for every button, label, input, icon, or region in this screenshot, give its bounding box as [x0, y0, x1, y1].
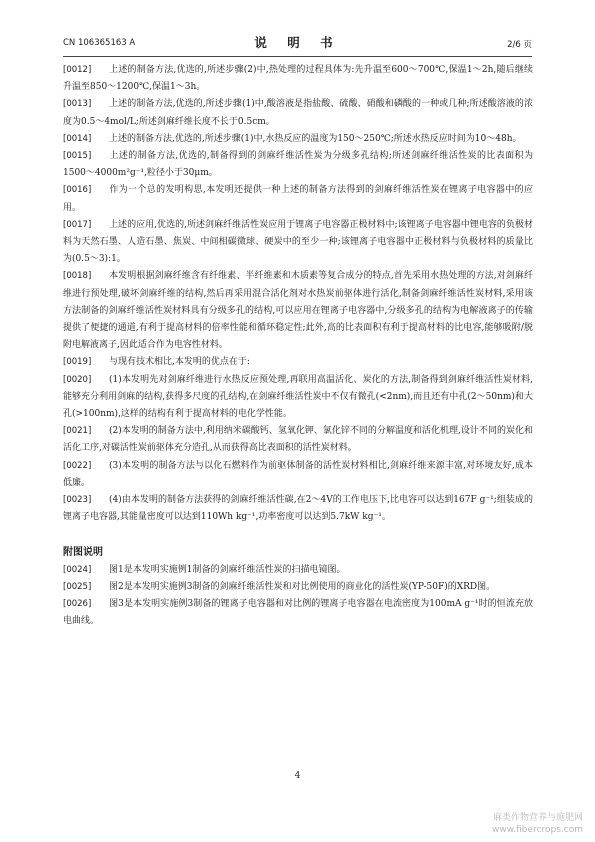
page-header	[63, 36, 532, 52]
paragraph-text: 图3是本发明实施例3制备的锂离子电容器和对比例的锂离子电容器在电流密度为100mA g⁻¹时的恒流充放电曲线。	[63, 599, 533, 627]
paragraph-text: 本发明根据剑麻纤维含有纤维素、半纤维素和木质素等复合成分的特点,首先采用水热处理的方法,对剑麻纤维进行预处理,破坏剑麻纤维的结构,然后再采用混合活化剂对水热炭前驱体进行活化,制备剑麻纤维活性炭材料,采用该方法制备的剑麻纤维活性炭材料具有分级多孔的结构,可以应用在锂离子电容器中,分级多孔的结构为电解液离子的传输提供了便捷的通道,有利于提高材料的倍率性能和循环稳定性;此外,高的比表面积有利于提高材料的比电容,能够吸附/脱附电解液离子,因此适合作为电容性材料。	[63, 271, 533, 351]
paragraph-number: [0012]	[63, 65, 92, 75]
paragraph-number: [0015]	[63, 151, 92, 162]
paragraph-number: [0024]	[63, 564, 92, 575]
paragraph-number: [0023]	[63, 495, 92, 506]
paragraph-0021	[63, 423, 533, 457]
paragraph-0024	[63, 562, 533, 579]
paragraph-0023	[63, 492, 533, 526]
paragraph-number: [0022]	[63, 460, 92, 471]
document-body	[63, 62, 533, 631]
header-rule	[63, 56, 532, 57]
paragraph-text: 上述的制备方法,优选的,所述步骤(1)中,酸溶液是指盐酸、硫酸、硝酸和磷酸的一种或几种;所述酸溶液的浓度为0.5～4mol/L;所述剑麻纤维长度不长于0.5cm。	[63, 99, 533, 127]
paragraph-text: 上述的应用,优选的,所述剑麻纤维活性炭应用于锂离子电容器正极材料中;该锂离子电容器中锂电容的负极材料为天然石墨、人造石墨、焦炭、中间相碳微球、硬炭中的至少一种;该锂离子电容器中正极材料与负极材料的质量比为(0.5～3):1。	[63, 219, 533, 265]
watermark-line-1: 麻类作物营养与施肥网	[492, 813, 583, 823]
paragraph-number: [0021]	[63, 426, 92, 437]
paragraph-0019	[63, 354, 533, 371]
paragraph-0020	[63, 372, 533, 424]
paragraph-number: [0019]	[63, 357, 92, 368]
paragraph-0022	[63, 458, 533, 492]
paragraph-number: [0025]	[63, 581, 92, 592]
doc-number: CN 106365163 A	[63, 38, 136, 48]
paragraph-number: [0014]	[63, 133, 92, 144]
paragraph-0018	[63, 268, 533, 354]
paragraph-text: (3)本发明的制备方法与以化石燃料作为前驱体制备的活性炭材料相比,剑麻纤维来源丰富,对环境友好,成本低廉。	[63, 460, 533, 488]
paragraph-0012	[63, 62, 533, 96]
paragraph-number: [0018]	[63, 271, 92, 282]
paragraph-text: 图2是本发明实施例3制备的剑麻纤维活性炭和对比例使用的商业化的活性炭(YP-50F)的XRD图。	[109, 581, 496, 592]
paragraph-text: (2)本发明的制备方法中,利用纳米碳酸钙、氢氧化钾、氯化锌不同的分解温度和活化机理,设计不同的炭化和活化工序,对碳活性炭前驱体充分造孔,从而获得高比表面积的活性炭材料。	[63, 426, 533, 454]
paragraph-0016	[63, 182, 533, 216]
page-indicator: 2/6 页	[507, 40, 532, 50]
page-number: 4	[294, 771, 301, 781]
paragraph-text: 图1是本发明实施例1制备的剑麻纤维活性炭的扫描电镜图。	[109, 564, 346, 575]
paragraph-number: [0013]	[63, 99, 92, 110]
watermark	[492, 812, 583, 836]
section-title: 附图说明	[63, 547, 103, 559]
paragraph-text: 上述的制备方法,优选的,所述步骤(1)中,水热反应的温度为150～250℃;所述水热反应时间为10～48h。	[109, 133, 522, 144]
paragraph-number: [0016]	[63, 185, 92, 196]
paragraph-text: 与现有技术相比,本发明的优点在于:	[109, 357, 250, 368]
paragraph-0015	[63, 148, 533, 182]
paragraph-0025	[63, 579, 533, 596]
paragraph-text: (4)由本发明的制备方法获得的剑麻纤维活性碳,在2～4V的工作电压下,比电容可以达到167F g⁻¹;组装成的锂离子电容器,其能量密度可以达到110Wh kg⁻¹,功率密度可以达到5.7kW kg⁻¹。	[63, 495, 533, 523]
paragraph-text: 上述的制备方法,优选的,制备得到的剑麻纤维活性炭为分级多孔结构;所述剑麻纤维活性炭的比表面积为1500～4000m²g⁻¹,粒径小于30μm。	[63, 151, 533, 179]
paragraph-number: [0020]	[63, 374, 92, 385]
doc-title: 说 明 书	[254, 35, 341, 50]
watermark-line-2: www.fibercrops.com	[492, 825, 583, 835]
paragraph-0013	[63, 96, 533, 130]
paragraph-number: [0017]	[63, 219, 92, 230]
paragraph-text: (1)本发明先对剑麻纤维进行水热反应预处理,再联用高温活化、炭化的方法,制备得到剑麻纤维活性炭材料,能够充分利用剑麻的结构,获得多尺度的孔结构,在剑麻纤维活性炭中不仅有微孔(<2nm),而且还有中孔(2～50nm)和大孔(>100nm),这样的结构有利于提高材料的电化学性能。	[63, 374, 533, 420]
paragraph-text: 上述的制备方法,优选的,所述步骤(2)中,热处理的过程具体为:先升温至600～700℃,保温1～2h,随后继续升温至850～1200℃,保温1～3h。	[63, 65, 533, 93]
paragraph-0014	[63, 131, 533, 148]
paragraph-text: 作为一个总的发明构思,本发明还提供一种上述的制备方法得到的剑麻纤维活性炭在锂离子电容器中的应用。	[63, 185, 533, 213]
paragraph-0026	[63, 596, 533, 630]
paragraph-0017	[63, 217, 533, 269]
paragraph-number: [0026]	[63, 599, 92, 610]
